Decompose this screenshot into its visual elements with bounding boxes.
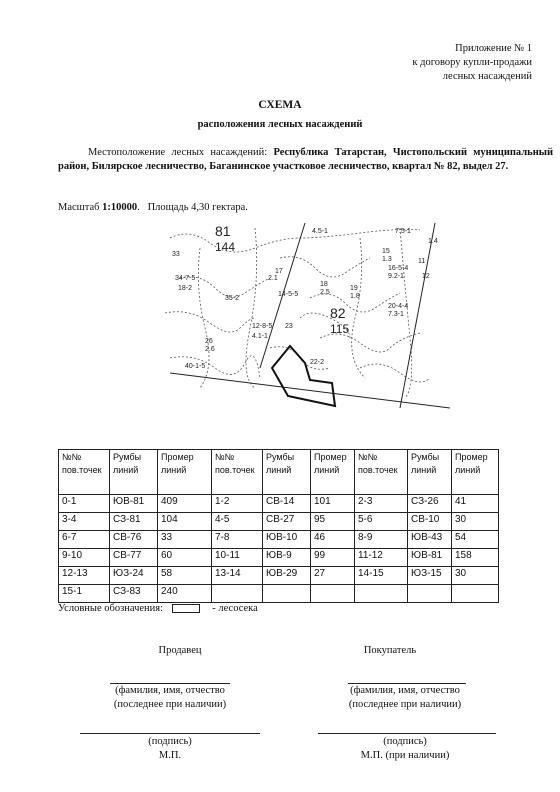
plot-label: 15 [382, 248, 390, 255]
scale-label: Масштаб [58, 202, 100, 213]
cell-points: 8-9 [355, 531, 408, 549]
cell-length: 60 [158, 549, 212, 567]
plot-label: 9.2-1 [388, 273, 404, 280]
buyer-stamp-caption: М.П. (при наличии) [360, 750, 450, 761]
cell-points: 2-3 [355, 495, 408, 513]
appendix-line-3: лесных насаждений [442, 71, 532, 82]
quarter-81-area: 144 [215, 240, 236, 254]
plot-label: 34-7-5 [175, 275, 196, 282]
col-header-points: №№ пов.точек [355, 450, 408, 495]
turning-points-table [58, 449, 499, 603]
seller-fio-caption: (фамилия, имя, отчество [115, 685, 225, 696]
cell-points: 7-8 [212, 531, 263, 549]
cell-length: 158 [452, 549, 499, 567]
col-header-bearing: Румбы линий [263, 450, 311, 495]
cell-bearing: ЮВ-10 [263, 531, 311, 549]
cell-points: 14-15 [355, 567, 408, 585]
cell-points: 1-2 [212, 495, 263, 513]
cell-points: 3-4 [59, 513, 110, 531]
cutting-area-legend-swatch [172, 604, 200, 613]
plot-label: 20-4-4 [388, 303, 409, 310]
col-header-bearing: Румбы линий [110, 450, 158, 495]
cell-length: 46 [311, 531, 355, 549]
plot-label: 7.5-1 [395, 228, 411, 235]
col-header-length: Промер линий [158, 450, 212, 495]
cell-bearing: СВ-10 [408, 513, 452, 531]
legend-label: Условные обозначения: [58, 603, 164, 614]
appendix-line-1: Приложение № 1 [455, 43, 532, 54]
cell-bearing: ЮВ-29 [263, 567, 311, 585]
cell-length: 54 [452, 531, 499, 549]
cell-length: 101 [311, 495, 355, 513]
plot-label: 1.8 [350, 293, 360, 300]
cell-points: 15-1 [59, 585, 110, 603]
table-row [59, 495, 499, 513]
buyer-title: Покупатель [363, 645, 417, 656]
cell-bearing: СЗ-81 [110, 513, 158, 531]
appendix-line-2: к договору купли-продажи [412, 57, 532, 68]
plot-label: 26 [205, 338, 213, 345]
buyer-signature-caption: (подпись) [383, 736, 427, 747]
plot-label: 2.5 [320, 289, 330, 296]
scale-value: 1:10000 [102, 202, 138, 213]
plot-label: 35-2 [225, 295, 240, 302]
table-header-row [59, 450, 499, 495]
col-header-bearing: Румбы линий [408, 450, 452, 495]
page-subtitle: расположения лесных насаждений [197, 119, 363, 130]
cell-length [311, 585, 355, 603]
cell-length: 58 [158, 567, 212, 585]
cell-points: 4-5 [212, 513, 263, 531]
cell-length: 240 [158, 585, 212, 603]
cell-points: 9-10 [59, 549, 110, 567]
area-text: Площадь 4,30 гектара. [147, 202, 248, 213]
table-row [59, 567, 499, 585]
appendix-header [412, 42, 532, 84]
quarter-82-label: 82 [330, 305, 346, 321]
legend-item: - лесосека [212, 603, 258, 614]
cell-bearing: СВ-14 [263, 495, 311, 513]
buyer-signature-line [318, 733, 496, 734]
seller-signature-line [80, 733, 260, 734]
cell-length: 30 [452, 567, 499, 585]
cell-length: 41 [452, 495, 499, 513]
table-row [59, 549, 499, 567]
cell-bearing: ЮВ-81 [110, 495, 158, 513]
buyer-fio-caption-2: (последнее при наличии) [348, 699, 462, 710]
cell-bearing: ЮЗ-24 [110, 567, 158, 585]
cell-length: 99 [311, 549, 355, 567]
plot-label: 16-5-4 [388, 265, 409, 272]
plot-label: 33 [172, 251, 180, 258]
seller-fio-caption-2: (последнее при наличии) [113, 699, 227, 710]
cell-points: 12-13 [59, 567, 110, 585]
buyer-fio-caption: (фамилия, имя, отчество [350, 685, 460, 696]
cell-length: 95 [311, 513, 355, 531]
plot-label: 23 [285, 323, 293, 330]
cell-points: 11-12 [355, 549, 408, 567]
buyer-name-line [348, 683, 466, 684]
quarter-82-area: 115 [330, 322, 350, 336]
cell-points: 10-11 [212, 549, 263, 567]
forest-plot-map [160, 218, 450, 418]
col-header-points: №№ пов.точек [59, 450, 110, 495]
plot-label: 17 [275, 268, 283, 275]
cell-bearing [408, 585, 452, 603]
plot-label: 2.1 [268, 275, 278, 282]
table-row [59, 513, 499, 531]
cell-points [355, 585, 408, 603]
cell-bearing: ЮВ-81 [408, 549, 452, 567]
plot-label: 12 [422, 273, 430, 280]
plot-label: 19 [350, 285, 358, 292]
cell-bearing [263, 585, 311, 603]
col-header-points: №№ пов.точек [212, 450, 263, 495]
cell-length: 30 [452, 513, 499, 531]
plot-label: 40-1-5 [185, 363, 206, 370]
cell-bearing: СВ-77 [110, 549, 158, 567]
table-row [59, 531, 499, 549]
table-row [59, 585, 499, 603]
cell-bearing: СЗ-26 [408, 495, 452, 513]
plot-label: 12-8-5 [252, 323, 273, 330]
plot-label: 18 [320, 281, 328, 288]
cell-length [452, 585, 499, 603]
cell-bearing: СЗ-83 [110, 585, 158, 603]
legend [58, 603, 258, 614]
cell-bearing: ЮЗ-15 [408, 567, 452, 585]
plot-label: 22-2 [310, 359, 325, 366]
seller-signature-caption: (подпись) [148, 736, 192, 747]
cell-bearing: ЮВ-9 [263, 549, 311, 567]
plot-label: 4.5-1 [312, 228, 328, 235]
plot-label: 4.1-1 [252, 333, 268, 340]
plot-label: 1.4 [428, 238, 438, 245]
location-prefix: Местоположение лесных насаждений: [88, 147, 268, 158]
cell-bearing: СВ-76 [110, 531, 158, 549]
seller-name-line [110, 683, 230, 684]
location-value: Республика Татарстан, Чистопольский муниципальный район, Билярское лесничество, Баганинское участковое лесничество, квартал № 82, выдел 27. [58, 147, 554, 172]
plot-label: 7.3-1 [388, 311, 404, 318]
plot-label: 2.6 [205, 346, 215, 353]
seller-stamp-caption: М.П. [158, 750, 182, 761]
plot-label: 18-2 [178, 285, 193, 292]
col-header-length: Промер линий [311, 450, 355, 495]
cell-points: 13-14 [212, 567, 263, 585]
cell-bearing: ЮВ-43 [408, 531, 452, 549]
page-title: СХЕМА [258, 99, 302, 111]
seller-title: Продавец [158, 645, 202, 656]
plot-label: 11 [418, 258, 426, 265]
cell-points [212, 585, 263, 603]
scale-line: Масштаб 1:10000. Площадь 4,30 гектара. [58, 202, 248, 213]
plot-label: 1.3 [382, 256, 392, 263]
col-header-length: Промер линий [452, 450, 499, 495]
cell-length: 33 [158, 531, 212, 549]
cell-length: 104 [158, 513, 212, 531]
cell-length: 27 [311, 567, 355, 585]
cell-points: 0-1 [59, 495, 110, 513]
cutting-area-outline [272, 346, 335, 406]
plot-label: 14-5-5 [278, 291, 299, 298]
cell-bearing: СВ-27 [263, 513, 311, 531]
cell-points: 5-6 [355, 513, 408, 531]
cell-length: 409 [158, 495, 212, 513]
location-paragraph [58, 146, 553, 174]
quarter-81-label: 81 [215, 223, 231, 239]
cell-points: 6-7 [59, 531, 110, 549]
